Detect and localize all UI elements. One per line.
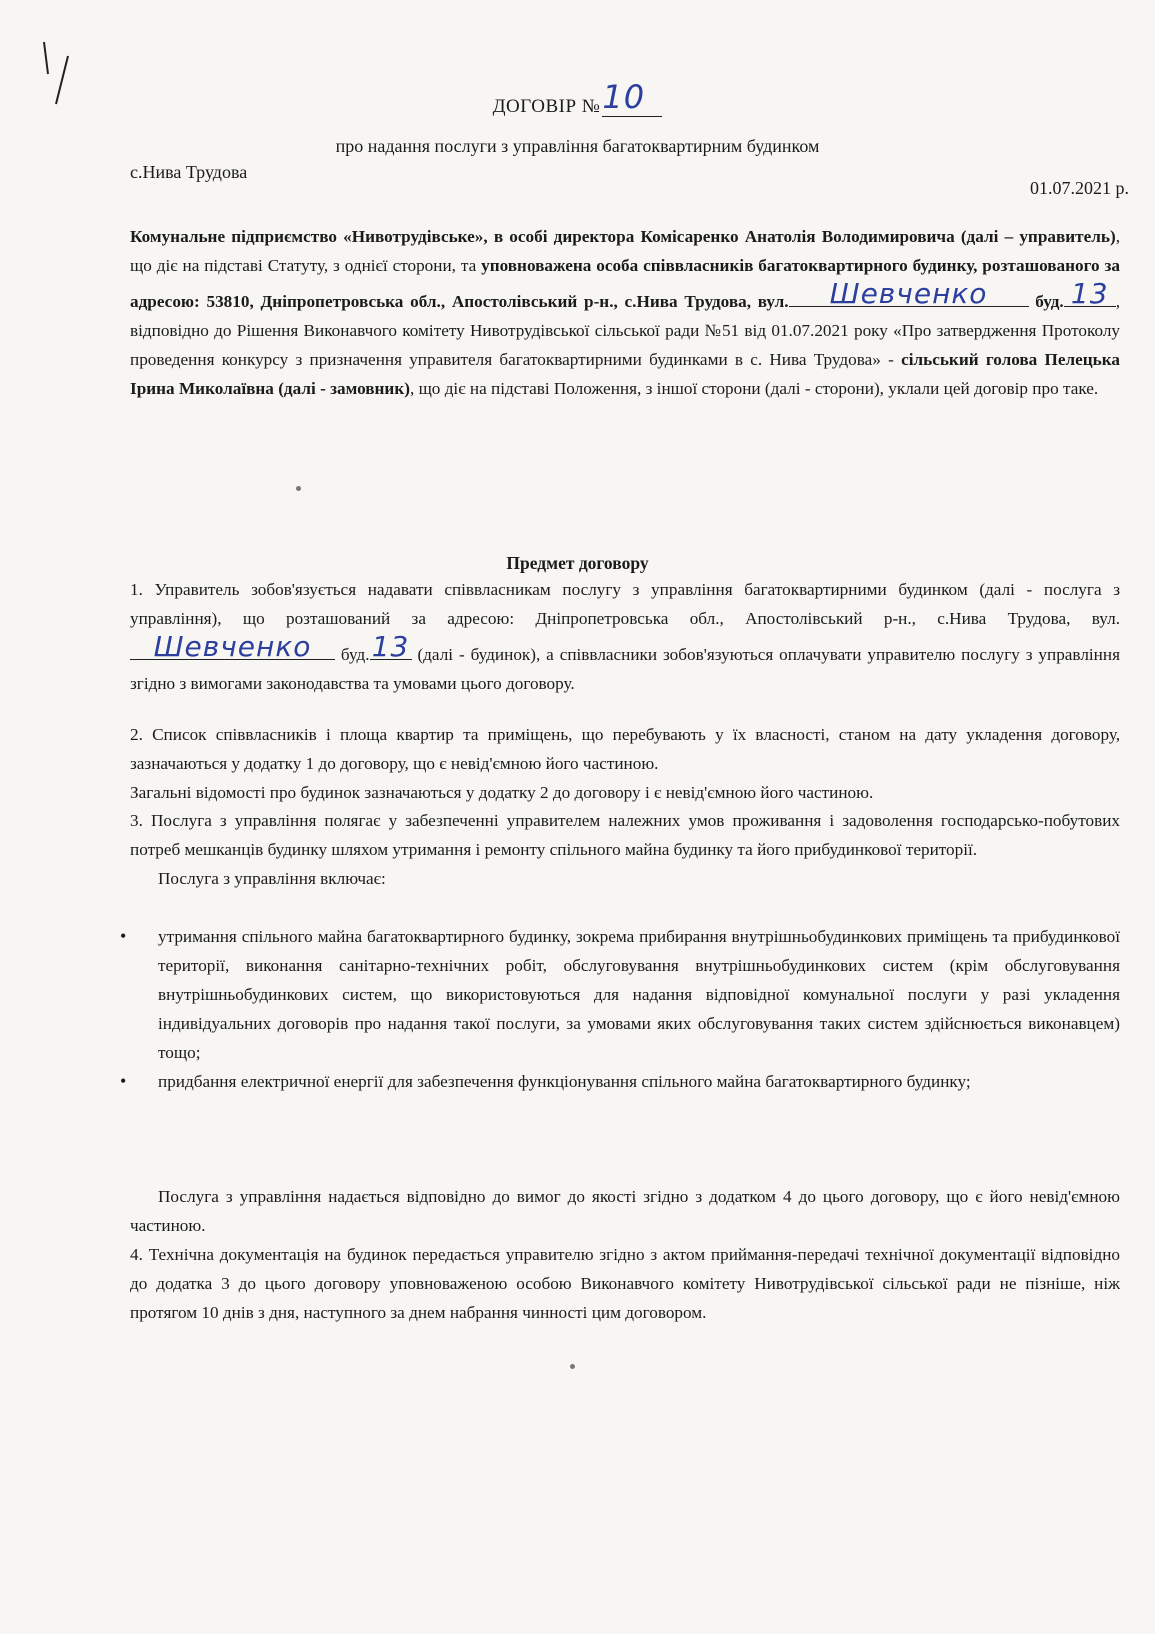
document-subtitle: про надання послуги з управління багатоквартирним будинком xyxy=(335,136,820,156)
clause-3-text: 3. Послуга з управління полягає у забезпеченні управителем належних умов проживання і задоволення господарсько-побутових потреб мешканців будинку шляхом утримання і ремонту спільного майна будинку та його прибудинкової території. xyxy=(130,811,1120,859)
house-label: буд. xyxy=(1028,292,1064,311)
clause-1-street-field xyxy=(130,630,335,663)
section-title: Предмет договору xyxy=(506,553,649,573)
house-handwritten: 13 xyxy=(1070,277,1109,310)
document-title xyxy=(0,78,1155,121)
list-item xyxy=(120,1067,1120,1096)
clause-3-includes: Послуга з управління включає: xyxy=(158,869,386,888)
clause-1-house-field xyxy=(370,630,412,663)
paper-speck xyxy=(296,486,301,491)
clause-1 xyxy=(130,575,1120,698)
clause-1-text: 1. Управитель зобов'язується надавати співвласникам послугу з управління багатоквартирними будинком (далі - послуга з управління), що розташований за адресою: Дніпропетровська обл., Апостолівський р-н., с.Нива Трудова, вул. xyxy=(130,580,1120,628)
clause-1-street: Шевченко xyxy=(153,630,312,663)
clause-1-text-end: (далі - будинок), а співвласники зобов'язуються оплачувати управителю послугу з управління згідно з вимогами законодавства та умовами цього договору. xyxy=(130,645,1120,693)
clause-4: 4. Технічна документація на будинок передається управителю згідно з актом приймання-передачі технічної документації відповідно до додатка 3 до цього договору уповноваженою особою Виконавчого комітету Нивотрудівської сільської ради не пізніше, ніж протягом 10 днів з дня, наступного за днем набрання чинності цим договором. xyxy=(130,1245,1120,1322)
place: с.Нива Трудова xyxy=(130,162,248,182)
street-field xyxy=(789,277,1029,310)
preamble-manager: Комунальне підприємство «Нивотрудівське», в особі директора Комісаренко Анатолія Володимировича (далі – управитель) xyxy=(130,227,1116,246)
preamble xyxy=(130,222,1120,403)
clause-1-house: 13 xyxy=(371,630,410,663)
list-item-text: придбання електричної енергії для забезпечення функціонування спільного майна багатоквартирного будинку; xyxy=(158,1072,971,1091)
date: 01.07.2021 р. xyxy=(1030,178,1129,198)
clause-3 xyxy=(130,806,1120,893)
contract-number: 10 xyxy=(602,78,646,116)
preamble-decision: , відповідно до Рішення Виконавчого комітету Нивотрудівської сільської ради №51 від 01.07.2021 року «Про затвердження Протоколу проведення конкурсу з призначення управителя багатоквартирними будинками в с. Нива Трудова» - xyxy=(130,292,1120,369)
clause-1-house-label: буд. xyxy=(335,645,370,664)
preamble-text: , що діє на підставі Статуту, з однієї сторони, та xyxy=(130,227,1120,275)
clause-2-text-b: Загальні відомості про будинок зазначаються у додатку 2 до договору і є невід'ємною його частиною. xyxy=(130,783,874,802)
preamble-closing: , що діє на підставі Положення, з іншої сторони (далі - сторони), уклали цей договір про таке. xyxy=(409,379,1099,398)
paper-speck xyxy=(570,1364,575,1369)
list-item-text: утримання спільного майна багатоквартирного будинку, зокрема прибирання внутрішньобудинкових приміщень та прибудинкової території, виконання санітарно-технічних робіт, обслуговування внутрішньобудинкових систем (крім обслуговування внутрішньобудинкових систем, що використовуються для надання відповідної комунальної послуги у разі укладення індивідуальних договорів про надання такої послуги, за умовами яких обслуговування таких систем здійснюється виконавцем) тощо; xyxy=(158,927,1120,1062)
list-item xyxy=(120,922,1120,1067)
contract-number-field xyxy=(602,78,662,117)
house-field xyxy=(1064,277,1116,310)
bullet-icon: • xyxy=(120,926,127,946)
clause-3-quality: Послуга з управління надається відповідно до вимог до якості згідно з додатком 4 до цього договору, що є його невід'ємною частиною. xyxy=(130,1187,1120,1235)
street-handwritten: Шевченко xyxy=(829,277,988,310)
preamble-owners: уповноважена особа співвласників багатоквартирного будинку, розташованого за адресою: 53810, Дніпропетровська обл., Апостолівський р-н., с.Нива Трудова, вул. xyxy=(130,256,1120,311)
clause-2-text: 2. Список співвласників і площа квартир та приміщень, що перебувають у їх власності, станом на дату укладення договору, зазначаються у додатку 1 до договору, що є невід'ємною його частиною. xyxy=(130,725,1120,773)
bullet-icon: • xyxy=(120,1071,127,1091)
preamble-customer: сільський голова Пелецька Ірина Миколаївна (далі - замовник) xyxy=(130,350,1120,398)
title-prefix: ДОГОВІР № xyxy=(492,96,601,117)
services-list xyxy=(120,922,1120,1096)
clause-2 xyxy=(130,720,1120,807)
